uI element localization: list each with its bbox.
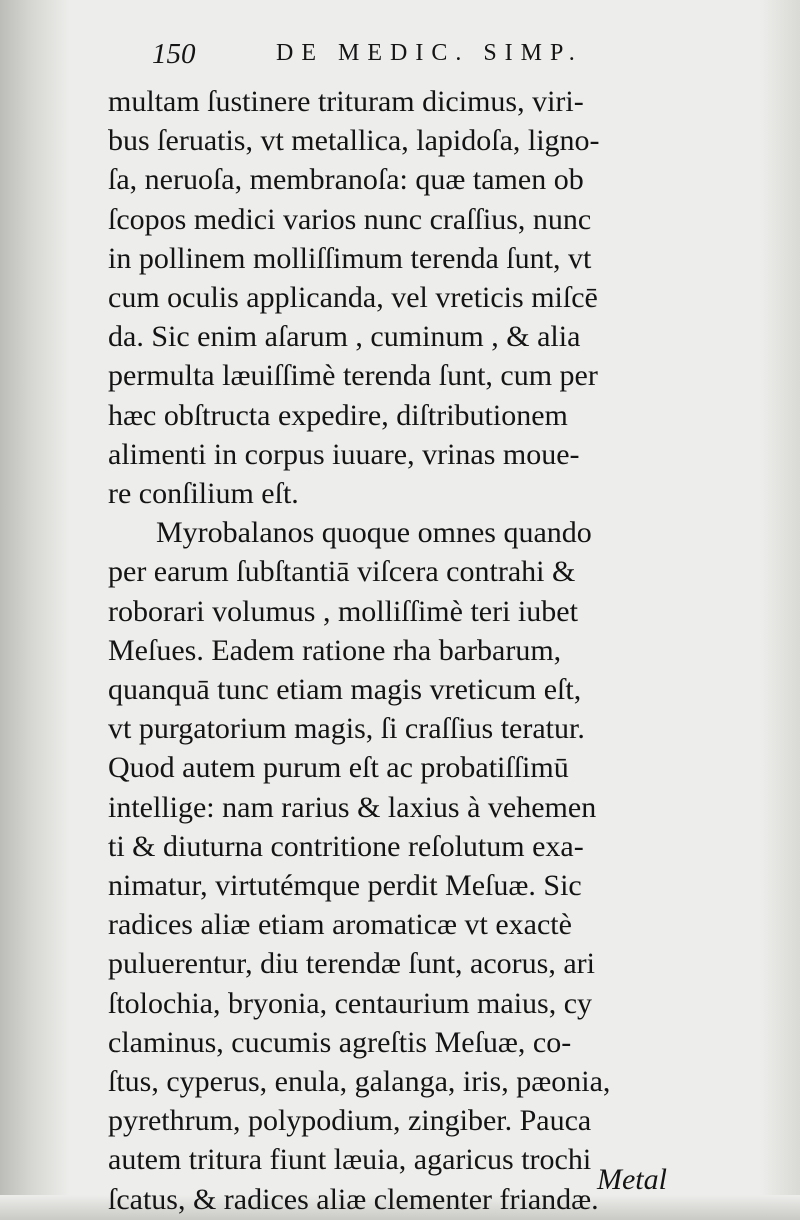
text-line: re conſilium eſt. — [108, 477, 299, 511]
text-line: radices aliæ etiam aromaticæ vt exactè — [108, 908, 572, 942]
text-line: Meſues. Eadem ratione rha barbarum, — [108, 633, 562, 667]
text-line: cum oculis applicanda, vel vreticis miſcē — [108, 281, 598, 315]
binding-gutter-shadow — [0, 0, 70, 1220]
text-line: bus ſeruatis, vt metallica, lapidoſa, ligno- — [108, 124, 600, 158]
text-line: autem tritura fiunt læuia, agaricus trochi — [108, 1143, 592, 1177]
text-line: ſtolochia, bryonia, centaurium maius, cy — [108, 986, 593, 1020]
text-line: ſcopos medici varios nunc craſſius, nunc — [108, 202, 592, 236]
running-head: DE MEDIC. SIMP. — [276, 40, 583, 66]
text-line: quanquā tunc etiam magis vreticum eſt, — [108, 673, 582, 707]
text-line: puluerentur, diu terendæ ſunt, acorus, ari — [108, 947, 595, 981]
text-line: nimatur, virtutémque perdit Meſuæ. Sic — [108, 869, 582, 903]
text-line: hæc obſtructa expedire, diſtributionem — [108, 398, 568, 432]
text-line: ſtus, cyperus, enula, galanga, iris, pæonia, — [108, 1065, 611, 1099]
text-line: ſa, neruoſa, membranoſa: quæ tamen ob — [108, 163, 584, 197]
text-line: in pollinem molliſſimum terenda ſunt, vt — [108, 241, 592, 275]
page-number: 150 — [152, 38, 196, 70]
text-line: alimenti in corpus iuuare, vrinas moue- — [108, 437, 580, 471]
text-line: da. Sic enim aſarum , cuminum , & alia — [108, 320, 581, 354]
text-line: pyrethrum, polypodium, zingiber. Pauca — [108, 1104, 592, 1138]
text-line: claminus, cucumis agreſtis Meſuæ, co- — [108, 1025, 572, 1059]
page-header — [152, 38, 712, 74]
paragraph-start-line: Myrobalanos quoque omnes quando — [156, 516, 592, 550]
text-line: ti & diuturna contritione reſolutum exa- — [108, 829, 584, 863]
text-line: permulta læuiſſimè terenda ſunt, cum per — [108, 359, 598, 393]
text-line: vt purgatorium magis, ſi craſſius teratur. — [108, 712, 585, 746]
text-line: ſcatus, & radices aliæ clementer friandæ. — [108, 1182, 599, 1216]
text-line: per earum ſubſtantiā viſcera contrahi & — [108, 555, 576, 589]
text-line: Quod autem purum eſt ac probatiſſimū — [108, 751, 569, 785]
catchword: Metal — [597, 1163, 667, 1196]
text-line: multam ſustinere trituram dicimus, viri- — [108, 85, 584, 118]
page-edge-shadow — [760, 0, 800, 1220]
text-line: intellige: nam rarius & laxius à vehemen — [108, 790, 597, 824]
body-text — [108, 82, 708, 1219]
text-line: roborari volumus , molliſſimè teri iubet — [108, 594, 578, 628]
